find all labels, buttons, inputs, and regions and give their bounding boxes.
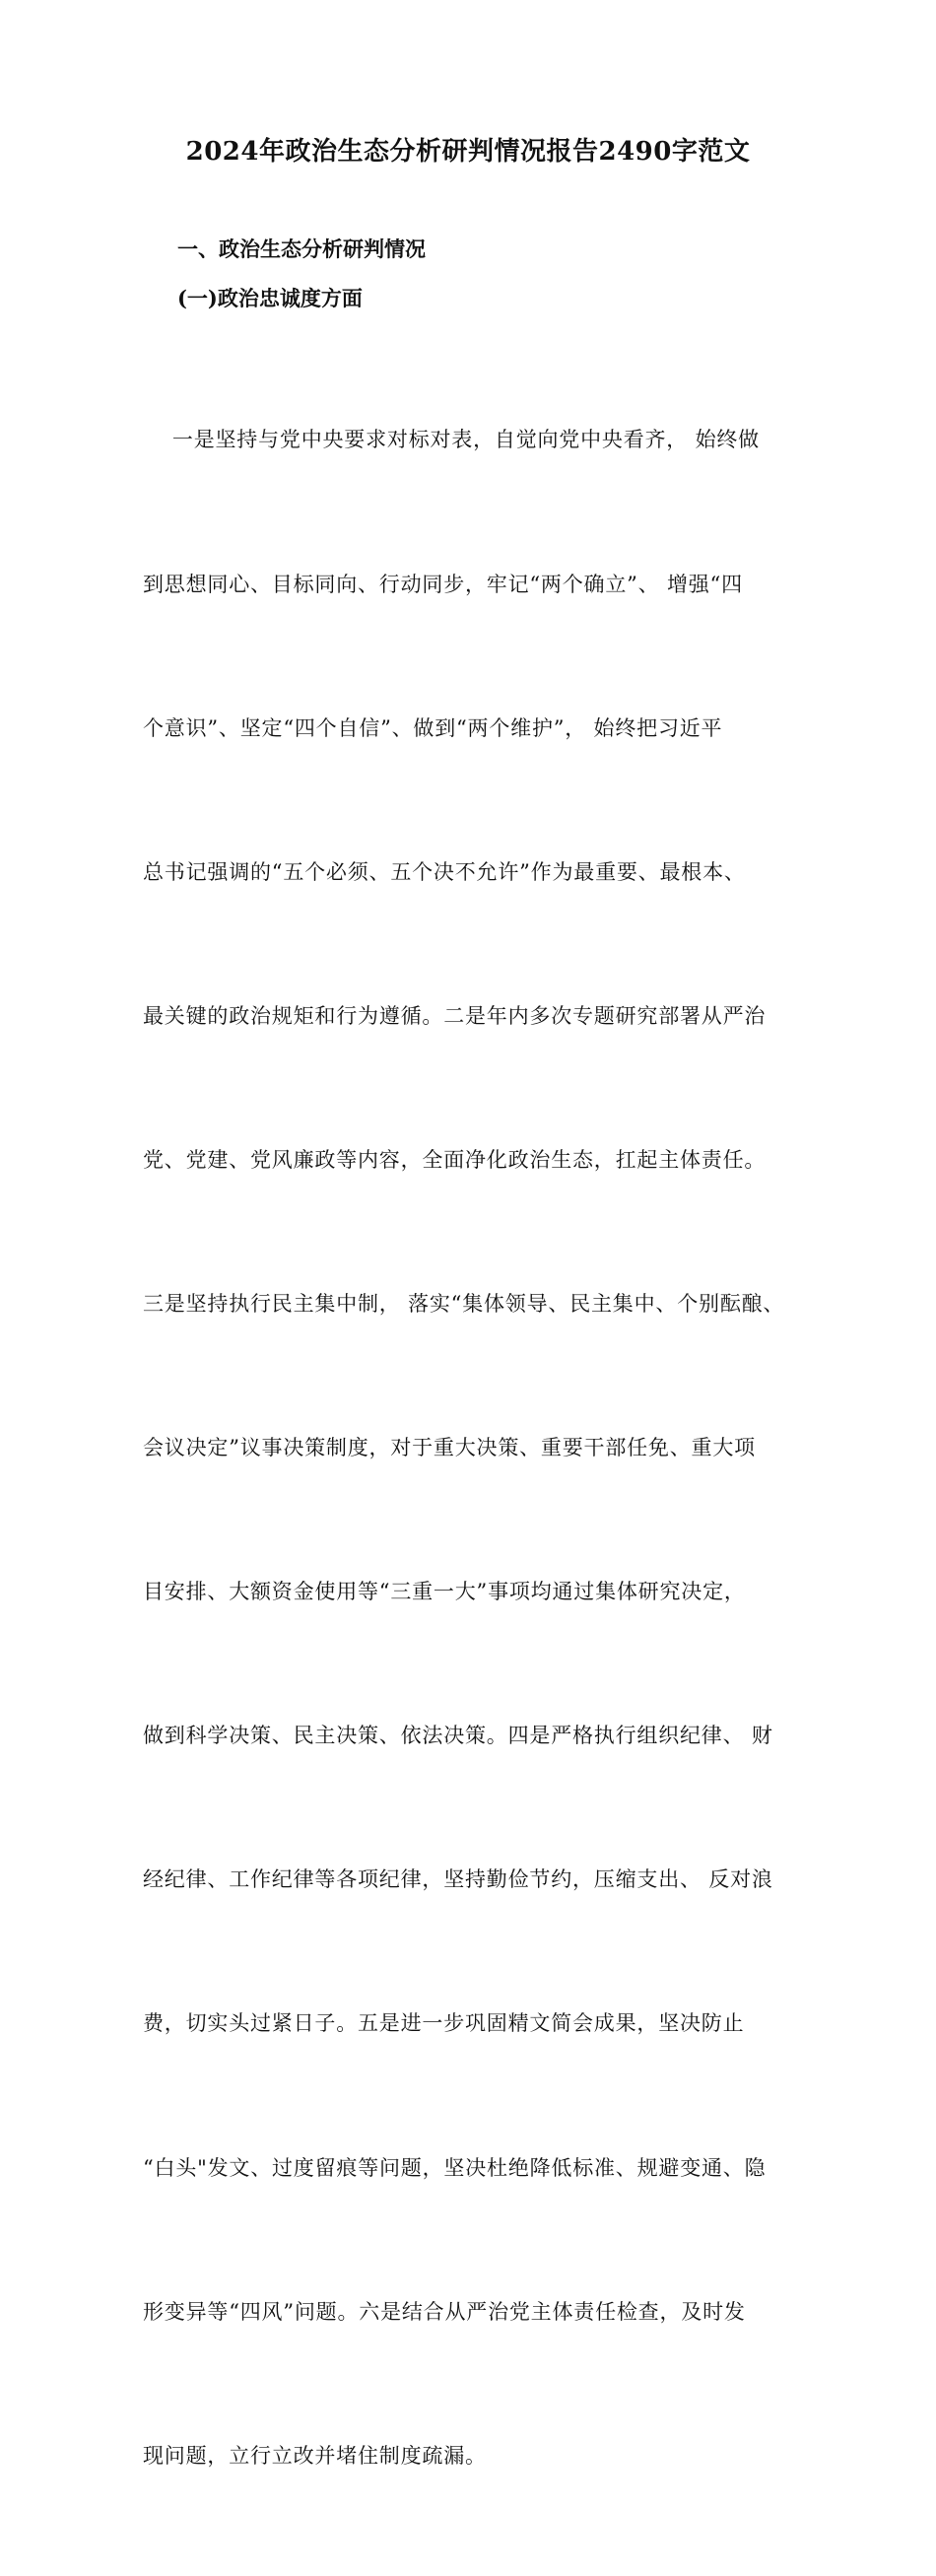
section-heading: 一、政治生态分析研判情况 [177, 237, 426, 261]
body-line: 形变异等“四风”问题。六是结合从严治党主体责任检查，及时发 [143, 2299, 746, 2324]
body-line: 个意识”、坚定“四个自信”、做到“两个维护”， 始终把习近平 [143, 715, 723, 740]
body-line: 最关键的政治规矩和行为遵循。二是年内多次专题研究部署从严治 [143, 1003, 767, 1028]
sub-heading: (一)政治忠诚度方面 [177, 286, 363, 310]
body-line: 三是坚持执行民主集中制， 落实“集体领导、民主集中、个别酝酿、 [143, 1291, 785, 1316]
body-line: 到思想同心、目标同向、行动同步，牢记“两个确立”、 增强“四 [143, 572, 743, 596]
body-line: 费，切实头过紧日子。五是进一步巩固精文简会成果，坚决防止 [143, 2011, 745, 2036]
body-line: 党、党建、党风廉政等内容，全面净化政治生态，扛起主体责任。 [143, 1147, 767, 1172]
body-line: 目安排、大额资金使用等“三重一大”事项均通过集体研究决定， [143, 1580, 746, 1604]
body-line: 会议决定”议事决策制度，对于重大决策、重要干部任免、重大项 [143, 1436, 756, 1460]
body-line: 总书记强调的“五个必须、五个决不允许”作为最重要、最根本、 [143, 859, 746, 884]
body-line: 经纪律、工作纪律等各项纪律，坚持勤俭节约，压缩支出、 反对浪 [143, 1867, 773, 1892]
body-line: “白头"发文、过度留痕等问题，坚决杜绝降低标准、规避变通、隐 [143, 2155, 767, 2180]
document-title: 2024年政治生态分析研判情况报告2490字范文 [185, 137, 751, 167]
body-line: 一是坚持与党中央要求对标对表，自觉向党中央看齐， 始终做 [143, 428, 760, 452]
body-paragraph [143, 320, 823, 2576]
body-line: 做到科学决策、民主决策、依法决策。四是严格执行组织纪律、 财 [143, 1724, 773, 1748]
body-line: 现问题，立行立改并堵住制度疏漏。 [143, 2443, 487, 2468]
